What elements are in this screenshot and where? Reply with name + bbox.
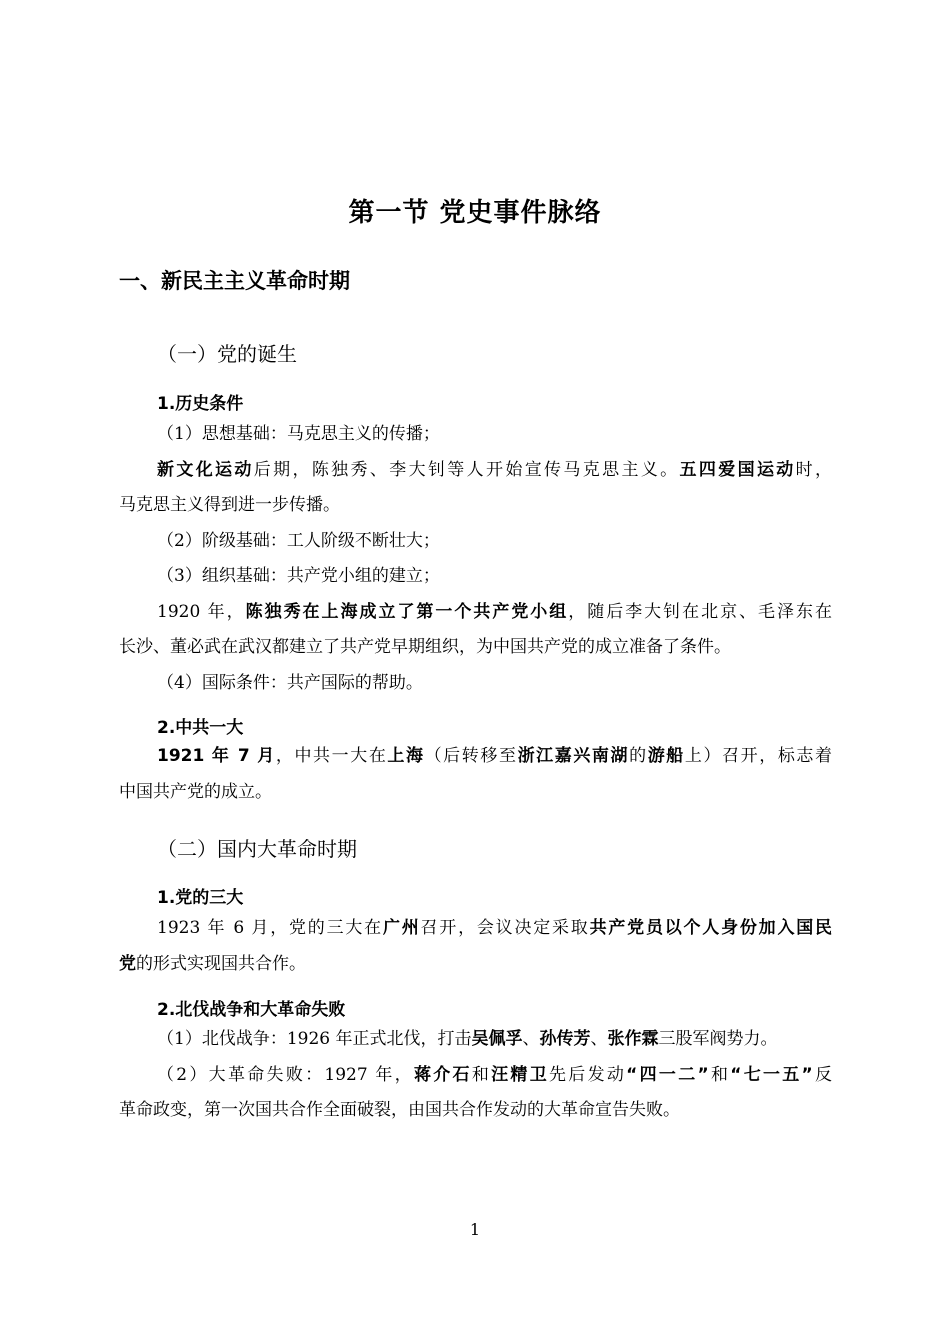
heading-historical-conditions: 1.历史条件 [157,394,244,414]
bold-individual-membership: 共产党员以个人身份加入国民 [589,918,833,938]
text-span: ，中共一大在 [275,746,388,766]
bold-april-twelfth: “四一二” [626,1065,709,1085]
list-item-northern-expedition [157,1028,777,1050]
bold-chiang-kai-shek: 蒋介石 [413,1065,472,1085]
text-span: （后转移至 [424,746,518,766]
bold-may-fourth: 五四爱国运动 [679,460,796,480]
list-item-revolution-failure-line1 [157,1064,832,1086]
paragraph-1921-line2: 中国共产党的成立。 [119,782,272,802]
text-span: 的形式实现国共合作。 [136,954,306,974]
paragraph-new-culture-line2: 马克思主义得到进一步传播。 [119,495,340,515]
bold-guangzhou: 广州 [382,918,421,938]
bold-date-1921: 1921 年 7 月 [157,746,276,766]
text-span: 1923 年 6 月，党的三大在 [157,918,383,938]
text-span: 和 [471,1065,492,1085]
paragraph-1920-line1 [157,601,832,623]
heading-third-congress: 1.党的三大 [157,888,244,908]
text-span: （2）大革命失败：1927 年， [157,1065,414,1085]
text-span: 时， [795,460,833,480]
text-span: （1）北伐战争：1926 年正式北伐，打击 [157,1029,472,1049]
bold-party: 党 [119,954,136,974]
page-number: 1 [469,1220,481,1239]
bold-wang-jingwei: 汪精卫 [491,1065,549,1085]
text-span: 反 [812,1065,833,1085]
subsection-heading-great-revolution: （二）国内大革命时期 [157,837,357,861]
page-title: 第一节 党史事件脉络 [348,198,602,228]
bold-new-culture-movement: 新文化运动 [157,460,254,480]
bold-chen-duxiu-group: 陈独秀在上海成立了第一个共产党小组 [245,602,569,622]
list-item-organizational-basis: （3）组织基础：共产党小组的建立； [157,566,440,586]
paragraph-1920-line2: 长沙、董必武在武汉都建立了共产党早期组织，为中国共产党的成立准备了条件。 [119,637,731,657]
bold-boat: 游船 [647,746,685,766]
list-item-international-conditions: （4）国际条件：共产国际的帮助。 [157,673,423,693]
bold-july-fifteenth: “七一五” [730,1065,813,1085]
bold-wu-peifu: 吴佩孚 [471,1029,523,1049]
text-span: 召开，会议决定采取 [420,918,590,938]
bold-zhang-zuolin: 张作霖 [607,1029,659,1049]
text-span: 和 [708,1065,731,1085]
text-span: 后期，陈独秀、李大钊等人开始宣传马克思主义。 [253,460,680,480]
subsection-heading-party-birth: （一）党的诞生 [157,342,297,366]
text-span: 1920 年， [157,602,246,622]
paragraph-new-culture-line1 [157,459,832,481]
paragraph-1923-line1 [157,917,832,939]
list-item-revolution-failure-line2: 革命政变，第一次国共合作全面破裂，由国共合作发动的大革命宣告失败。 [119,1100,680,1120]
text-span: 、 [590,1029,608,1049]
paragraph-1921-line1 [157,745,832,767]
bold-sun-chuanfang: 孙传芳 [539,1029,591,1049]
bold-shanghai: 上海 [387,746,425,766]
section-heading-new-democratic-revolution: 一、新民主主义革命时期 [119,269,350,293]
list-item-ideological-basis: （1）思想基础：马克思主义的传播； [157,424,440,444]
heading-northern-expedition: 2.北伐战争和大革命失败 [157,1000,346,1020]
text-span: 的 [629,746,648,766]
heading-first-congress: 2.中共一大 [157,718,244,738]
text-span: 三股军阀势力。 [658,1029,778,1049]
bold-jiaxing-nanhu: 浙江嘉兴南湖 [517,746,630,766]
text-span: 上）召开，标志着 [684,746,833,766]
text-span: ，随后李大钊在北京、毛泽东在 [568,602,833,622]
list-item-class-basis: （2）阶级基础：工人阶级不断壮大； [157,531,440,551]
text-span: 、 [522,1029,540,1049]
text-span: 先后发动 [549,1065,627,1085]
paragraph-1923-line2 [119,953,306,975]
